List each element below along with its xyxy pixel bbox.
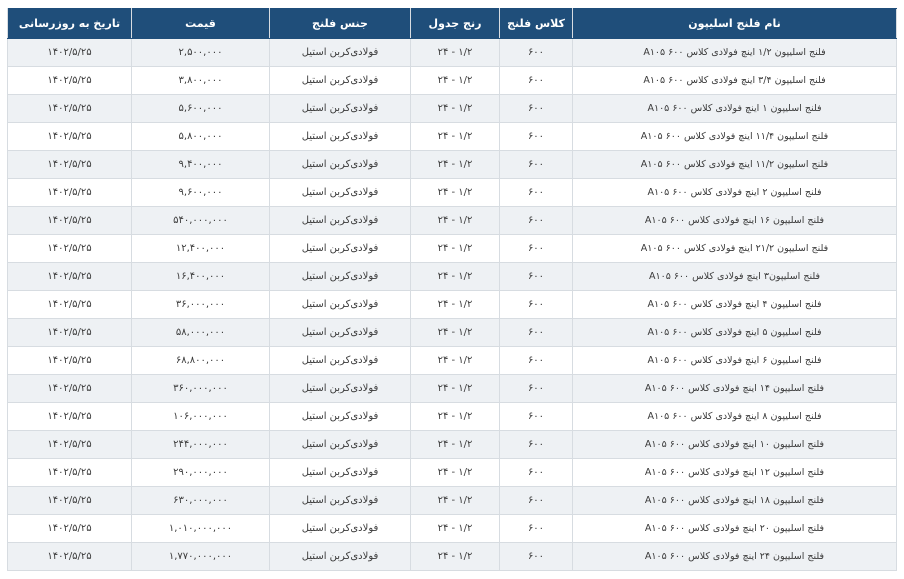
flange-material-cell: فولادی‌کربن استیل (270, 347, 411, 375)
price-cell: ۵۸,۰۰۰,۰۰۰ (132, 319, 270, 347)
schedule-range-cell: ۲۴ - ۱/۲ (411, 375, 500, 403)
update-date-cell: ۱۴۰۲/۵/۲۵ (8, 263, 132, 291)
table-row (8, 123, 897, 151)
flange-material-cell: فولادی‌کربن استیل (270, 543, 411, 571)
price-cell: ۶۸,۸۰۰,۰۰۰ (132, 347, 270, 375)
table-row (8, 487, 897, 515)
table-row (8, 291, 897, 319)
price-cell: ۱۲,۴۰۰,۰۰۰ (132, 235, 270, 263)
header-schedule-range: رنج جدول (411, 9, 500, 39)
flange-class-cell: ۶۰۰ (500, 151, 573, 179)
flange-name-cell: فلنج اسلیپون ۱۶ اینچ فولادی کلاس ۶۰۰ A۱۰۵ (573, 207, 897, 235)
flange-name-cell: فلنج اسلیپون ۱۴ اینچ فولادی کلاس ۶۰۰ A۱۰۵ (573, 375, 897, 403)
flange-class-cell: ۶۰۰ (500, 179, 573, 207)
update-date-cell: ۱۴۰۲/۵/۲۵ (8, 431, 132, 459)
header-flange-material: جنس فلنج (270, 9, 411, 39)
flange-material-cell: فولادی‌کربن استیل (270, 123, 411, 151)
schedule-range-cell: ۲۴ - ۱/۲ (411, 67, 500, 95)
schedule-range-cell: ۲۴ - ۱/۲ (411, 207, 500, 235)
flange-name-cell: فلنج اسلیپون ۱۲ اینچ فولادی کلاس ۶۰۰ A۱۰۵ (573, 459, 897, 487)
flange-name-cell: فلنج اسلیپون ۱/۲ اینچ فولادی کلاس ۶۰۰ A۱۰۵ (573, 39, 897, 67)
update-date-cell: ۱۴۰۲/۵/۲۵ (8, 179, 132, 207)
table-row (8, 543, 897, 571)
update-date-cell: ۱۴۰۲/۵/۲۵ (8, 347, 132, 375)
flange-class-cell: ۶۰۰ (500, 263, 573, 291)
flange-class-cell: ۶۰۰ (500, 487, 573, 515)
table-row (8, 347, 897, 375)
schedule-range-cell: ۲۴ - ۱/۲ (411, 459, 500, 487)
table-row (8, 515, 897, 543)
schedule-range-cell: ۲۴ - ۱/۲ (411, 291, 500, 319)
table-row (8, 459, 897, 487)
price-cell: ۵,۶۰۰,۰۰۰ (132, 95, 270, 123)
update-date-cell: ۱۴۰۲/۵/۲۵ (8, 207, 132, 235)
flange-material-cell: فولادی‌کربن استیل (270, 179, 411, 207)
table-row (8, 207, 897, 235)
flange-material-cell: فولادی‌کربن استیل (270, 515, 411, 543)
schedule-range-cell: ۲۴ - ۱/۲ (411, 403, 500, 431)
price-cell: ۱,۷۷۰,۰۰۰,۰۰۰ (132, 543, 270, 571)
flange-name-cell: فلنج اسلیپون ۱۱/۴ اینچ فولادی کلاس ۶۰۰ A۱۰۵ (573, 123, 897, 151)
flange-class-cell: ۶۰۰ (500, 319, 573, 347)
flange-class-cell: ۶۰۰ (500, 515, 573, 543)
update-date-cell: ۱۴۰۲/۵/۲۵ (8, 375, 132, 403)
update-date-cell: ۱۴۰۲/۵/۲۵ (8, 459, 132, 487)
price-cell: ۳,۸۰۰,۰۰۰ (132, 67, 270, 95)
header-price: قیمت (132, 9, 270, 39)
update-date-cell: ۱۴۰۲/۵/۲۵ (8, 487, 132, 515)
table-row (8, 179, 897, 207)
update-date-cell: ۱۴۰۲/۵/۲۵ (8, 67, 132, 95)
flange-class-cell: ۶۰۰ (500, 235, 573, 263)
price-cell: ۵۴۰,۰۰۰,۰۰۰ (132, 207, 270, 235)
update-date-cell: ۱۴۰۲/۵/۲۵ (8, 515, 132, 543)
flange-name-cell: فلنج اسلیپون ۶ اینچ فولادی کلاس ۶۰۰ A۱۰۵ (573, 347, 897, 375)
update-date-cell: ۱۴۰۲/۵/۲۵ (8, 543, 132, 571)
price-cell: ۹,۶۰۰,۰۰۰ (132, 179, 270, 207)
table-row (8, 39, 897, 67)
flange-material-cell: فولادی‌کربن استیل (270, 431, 411, 459)
schedule-range-cell: ۲۴ - ۱/۲ (411, 431, 500, 459)
flange-material-cell: فولادی‌کربن استیل (270, 319, 411, 347)
flange-material-cell: فولادی‌کربن استیل (270, 95, 411, 123)
price-cell: ۱۶,۴۰۰,۰۰۰ (132, 263, 270, 291)
table-body (8, 39, 897, 571)
flange-name-cell: فلنج اسلیپون ۱۸ اینچ فولادی کلاس ۶۰۰ A۱۰۵ (573, 487, 897, 515)
flange-class-cell: ۶۰۰ (500, 543, 573, 571)
flange-class-cell: ۶۰۰ (500, 431, 573, 459)
flange-material-cell: فولادی‌کربن استیل (270, 459, 411, 487)
schedule-range-cell: ۲۴ - ۱/۲ (411, 515, 500, 543)
flange-class-cell: ۶۰۰ (500, 375, 573, 403)
schedule-range-cell: ۲۴ - ۱/۲ (411, 123, 500, 151)
schedule-range-cell: ۲۴ - ۱/۲ (411, 543, 500, 571)
price-cell: ۶۳۰,۰۰۰,۰۰۰ (132, 487, 270, 515)
price-cell: ۹,۴۰۰,۰۰۰ (132, 151, 270, 179)
table-row (8, 431, 897, 459)
update-date-cell: ۱۴۰۲/۵/۲۵ (8, 123, 132, 151)
schedule-range-cell: ۲۴ - ۱/۲ (411, 319, 500, 347)
schedule-range-cell: ۲۴ - ۱/۲ (411, 179, 500, 207)
price-cell: ۱۰۶,۰۰۰,۰۰۰ (132, 403, 270, 431)
schedule-range-cell: ۲۴ - ۱/۲ (411, 39, 500, 67)
price-cell: ۲,۵۰۰,۰۰۰ (132, 39, 270, 67)
update-date-cell: ۱۴۰۲/۵/۲۵ (8, 151, 132, 179)
table-row (8, 95, 897, 123)
table-row (8, 67, 897, 95)
flange-class-cell: ۶۰۰ (500, 39, 573, 67)
flange-name-cell: فلنج اسلیپون ۸ اینچ فولادی کلاس ۶۰۰ A۱۰۵ (573, 403, 897, 431)
table-row (8, 375, 897, 403)
update-date-cell: ۱۴۰۲/۵/۲۵ (8, 319, 132, 347)
flange-name-cell: فلنج اسلیپون۳ اینچ فولادی کلاس ۶۰۰ A۱۰۵ (573, 263, 897, 291)
flange-name-cell: فلنج اسلیپون ۲۱/۲ اینچ فولادی کلاس ۶۰۰ A۱۰۵ (573, 235, 897, 263)
flange-material-cell: فولادی‌کربن استیل (270, 67, 411, 95)
header-update-date: تاریخ به روزرسانی (8, 9, 132, 39)
flange-name-cell: فلنج اسلیپون ۱ اینچ فولادی کلاس ۶۰۰ A۱۰۵ (573, 95, 897, 123)
update-date-cell: ۱۴۰۲/۵/۲۵ (8, 95, 132, 123)
table-header-row (8, 9, 897, 39)
update-date-cell: ۱۴۰۲/۵/۲۵ (8, 291, 132, 319)
schedule-range-cell: ۲۴ - ۱/۲ (411, 263, 500, 291)
price-table (7, 8, 897, 571)
flange-class-cell: ۶۰۰ (500, 123, 573, 151)
update-date-cell: ۱۴۰۲/۵/۲۵ (8, 403, 132, 431)
price-cell: ۳۶,۰۰۰,۰۰۰ (132, 291, 270, 319)
schedule-range-cell: ۲۴ - ۱/۲ (411, 235, 500, 263)
header-flange-class: کلاس فلنج (500, 9, 573, 39)
flange-material-cell: فولادی‌کربن استیل (270, 39, 411, 67)
header-flange-name: نام فلنج اسلیپون (573, 9, 897, 39)
flange-class-cell: ۶۰۰ (500, 291, 573, 319)
flange-name-cell: فلنج اسلیپون ۲ اینچ فولادی کلاس ۶۰۰ A۱۰۵ (573, 179, 897, 207)
update-date-cell: ۱۴۰۲/۵/۲۵ (8, 235, 132, 263)
table-row (8, 235, 897, 263)
table-row (8, 263, 897, 291)
flange-class-cell: ۶۰۰ (500, 459, 573, 487)
schedule-range-cell: ۲۴ - ۱/۲ (411, 95, 500, 123)
flange-material-cell: فولادی‌کربن استیل (270, 207, 411, 235)
table-row (8, 319, 897, 347)
table-row (8, 403, 897, 431)
update-date-cell: ۱۴۰۲/۵/۲۵ (8, 39, 132, 67)
flange-class-cell: ۶۰۰ (500, 95, 573, 123)
flange-name-cell: فلنج اسلیپون ۳/۴ اینچ فولادی کلاس ۶۰۰ A۱۰۵ (573, 67, 897, 95)
price-cell: ۲۴۴,۰۰۰,۰۰۰ (132, 431, 270, 459)
schedule-range-cell: ۲۴ - ۱/۲ (411, 151, 500, 179)
flange-material-cell: فولادی‌کربن استیل (270, 151, 411, 179)
flange-class-cell: ۶۰۰ (500, 67, 573, 95)
flange-material-cell: فولادی‌کربن استیل (270, 291, 411, 319)
flange-class-cell: ۶۰۰ (500, 403, 573, 431)
flange-material-cell: فولادی‌کربن استیل (270, 403, 411, 431)
flange-material-cell: فولادی‌کربن استیل (270, 375, 411, 403)
flange-name-cell: فلنج اسلیپون ۱۰ اینچ فولادی کلاس ۶۰۰ A۱۰۵ (573, 431, 897, 459)
schedule-range-cell: ۲۴ - ۱/۲ (411, 347, 500, 375)
flange-class-cell: ۶۰۰ (500, 207, 573, 235)
flange-name-cell: فلنج اسلیپون ۵ اینچ فولادی کلاس ۶۰۰ A۱۰۵ (573, 319, 897, 347)
table-row (8, 151, 897, 179)
price-cell: ۱,۰۱۰,۰۰۰,۰۰۰ (132, 515, 270, 543)
flange-material-cell: فولادی‌کربن استیل (270, 235, 411, 263)
flange-material-cell: فولادی‌کربن استیل (270, 487, 411, 515)
price-cell: ۵,۸۰۰,۰۰۰ (132, 123, 270, 151)
price-cell: ۳۶۰,۰۰۰,۰۰۰ (132, 375, 270, 403)
flange-name-cell: فلنج اسلیپون ۲۰ اینچ فولادی کلاس ۶۰۰ A۱۰۵ (573, 515, 897, 543)
flange-name-cell: فلنج اسلیپون ۴ اینچ فولادی کلاس ۶۰۰ A۱۰۵ (573, 291, 897, 319)
schedule-range-cell: ۲۴ - ۱/۲ (411, 487, 500, 515)
flange-name-cell: فلنج اسلیپون ۲۴ اینچ فولادی کلاس ۶۰۰ A۱۰۵ (573, 543, 897, 571)
flange-class-cell: ۶۰۰ (500, 347, 573, 375)
flange-material-cell: فولادی‌کربن استیل (270, 263, 411, 291)
price-cell: ۲۹۰,۰۰۰,۰۰۰ (132, 459, 270, 487)
flange-name-cell: فلنج اسلیپون ۱۱/۲ اینچ فولادی کلاس ۶۰۰ A۱۰۵ (573, 151, 897, 179)
